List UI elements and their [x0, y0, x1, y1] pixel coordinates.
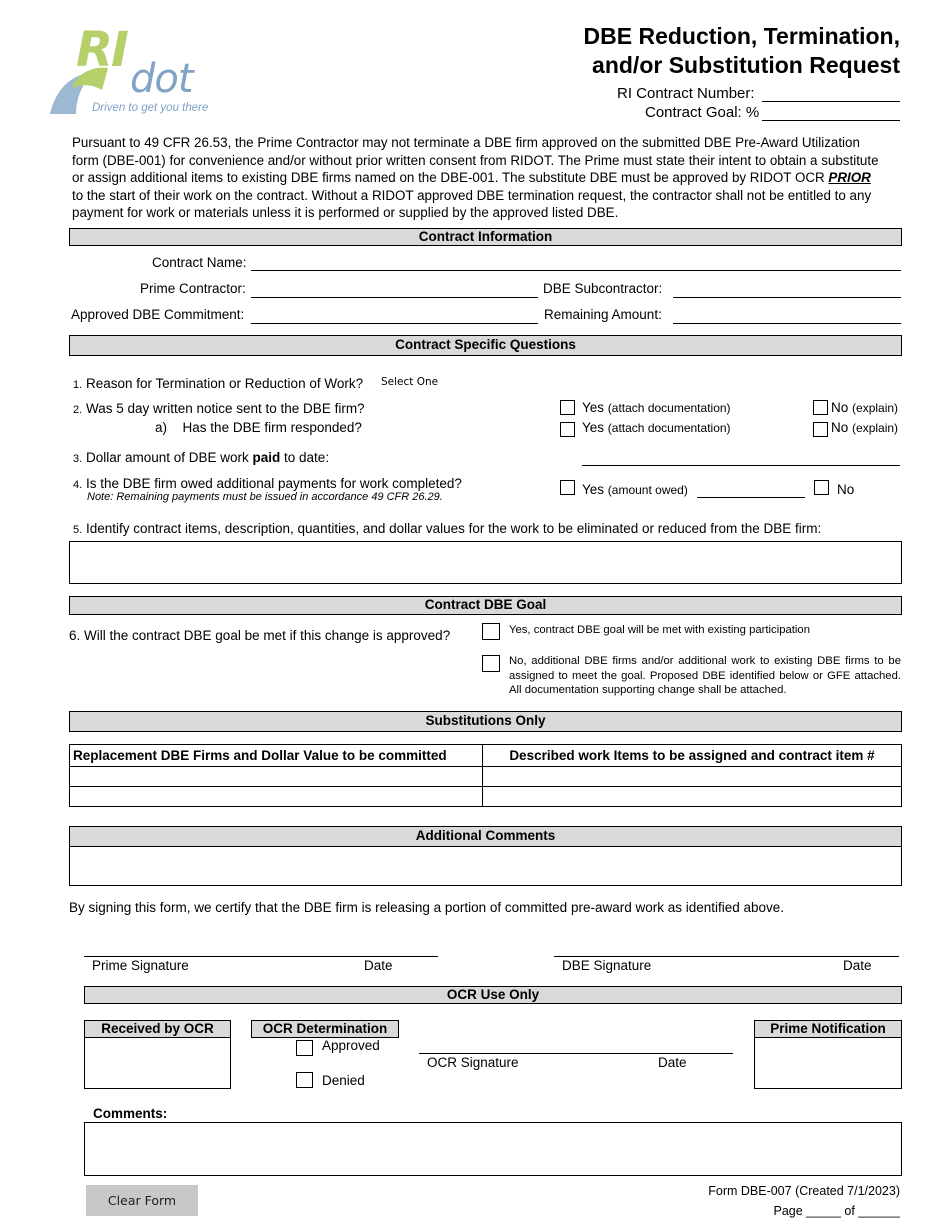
q2a-yes-checkbox[interactable]: [560, 422, 575, 437]
q5-number: 5.: [73, 524, 83, 536]
substitutions-heading: Substitutions Only: [69, 711, 902, 732]
prime-signature-label: Prime Signature: [92, 958, 189, 973]
ocr-use-only-heading: OCR Use Only: [84, 986, 902, 1004]
dbe-subcontractor-field[interactable]: [673, 297, 901, 298]
remaining-amount-field[interactable]: [673, 323, 901, 324]
contract-name-field[interactable]: [251, 270, 901, 271]
q2a-no-label: [831, 420, 898, 435]
q4-amount-field[interactable]: [697, 497, 805, 498]
substitutions-col-firms: Replacement DBE Firms and Dollar Value to be committed: [70, 745, 483, 767]
table-row: [70, 787, 902, 807]
q2a-no-checkbox[interactable]: [813, 422, 828, 437]
intro-part-1: Pursuant to 49 CFR 26.53, the Prime Contractor may not terminate a DBE firm approved on the submitted DBE Pre-Award Utilization form (DBE-001) for convenience and/or without prior written consent from RIDOT. The Prime must state their intent to obtain a substitute or assign additional items to existing DBE firms named on the DBE-001. The substitute DBE must be approved by RIDOT OCR: [72, 135, 879, 185]
dbe-date-label: Date: [843, 958, 872, 973]
additional-comments-area[interactable]: [69, 846, 902, 886]
ocr-denied-label: Denied: [322, 1073, 365, 1088]
prime-signature-line[interactable]: [84, 956, 438, 957]
received-by-ocr-heading: Received by OCR: [84, 1020, 231, 1038]
substitutions-header-row: [70, 745, 902, 767]
contract-name-label: Contract Name:: [152, 255, 247, 270]
contract-goal-label: Contract Goal: %: [645, 104, 760, 121]
ocr-comments-area[interactable]: [84, 1122, 902, 1176]
substitutions-col-work: Described work Items to be assigned and contract item #: [483, 745, 902, 767]
certification-statement: By signing this form, we certify that the DBE firm is releasing a portion of committed pre-award work as identified above.: [69, 900, 785, 915]
contract-goal-field[interactable]: [762, 120, 900, 121]
ocr-date-label: Date: [658, 1055, 687, 1070]
received-by-ocr-box[interactable]: [84, 1037, 231, 1089]
form-title: [584, 22, 900, 80]
goal-no-checkbox[interactable]: [482, 655, 500, 672]
remaining-amount-label: Remaining Amount:: [544, 307, 662, 322]
q2-no-note: (explain): [852, 401, 899, 415]
q2-question: [73, 401, 365, 416]
q4-no-checkbox[interactable]: [814, 480, 829, 495]
logo-ri: RI: [76, 22, 127, 78]
dbe-signature-line[interactable]: [554, 956, 899, 957]
q4-yes-text: Yes: [582, 482, 605, 497]
goal-no-label: No, additional DBE firms and/or additional work to existing DBE firms to be assigned to meet the goal. Proposed DBE identified below or GFE attached. All documentation supporting change shall be attached.: [509, 655, 901, 696]
q1-number: 1.: [73, 379, 83, 391]
q4-no-label: No: [837, 482, 855, 497]
clear-form-button[interactable]: Clear Form: [86, 1185, 198, 1216]
q3-text-bold: paid: [252, 450, 281, 465]
page-number: Page _____ of ______: [773, 1204, 900, 1218]
prime-contractor-label: Prime Contractor:: [140, 281, 246, 296]
q2-yes-checkbox[interactable]: [560, 400, 575, 415]
ocr-determination-heading: OCR Determination: [251, 1020, 399, 1038]
contract-questions-heading: Contract Specific Questions: [69, 335, 902, 356]
prime-date-label: Date: [364, 958, 393, 973]
contract-number-field[interactable]: [762, 101, 900, 102]
intro-paragraph: [72, 134, 884, 222]
q5-text: Identify contract items, description, quantities, and dollar values for the work to be eliminated or reduced from the DBE firm:: [85, 521, 822, 536]
q2-no-checkbox[interactable]: [813, 400, 828, 415]
q2-number: 2.: [73, 404, 83, 416]
substitution-work-cell-1[interactable]: [483, 767, 902, 787]
q2-no-text: No: [831, 400, 849, 415]
intro-prior: PRIOR: [828, 170, 871, 185]
approved-commitment-field[interactable]: [251, 323, 538, 324]
ocr-signature-label: OCR Signature: [427, 1055, 519, 1070]
substitutions-table: [69, 744, 902, 807]
q3-text-post: to date:: [280, 450, 330, 465]
goal-yes-checkbox[interactable]: [482, 623, 500, 640]
intro-part-2: to the start of their work on the contract. Without a RIDOT approved DBE termination request, the contractor shall not be entitled to any payment for work or materials unless it is performed or supplied by the approved listed DBE.: [72, 187, 872, 220]
q2a-yes-note: (attach documentation): [607, 421, 731, 435]
dbe-signature-label: DBE Signature: [562, 958, 652, 973]
q2a-text: Has the DBE firm responded?: [182, 420, 362, 435]
goal-yes-label: Yes, contract DBE goal will be met with existing participation: [509, 624, 810, 636]
q3-number: 3.: [73, 453, 83, 465]
logo-tagline: Driven to get you there: [92, 102, 209, 114]
logo-dot: dot: [130, 56, 193, 102]
form-id: Form DBE-007 (Created 7/1/2023): [708, 1184, 900, 1198]
q2-yes-text: Yes: [582, 400, 605, 415]
q3-question: [73, 450, 329, 465]
q4-number: 4.: [73, 479, 83, 491]
approved-commitment-label: Approved DBE Commitment:: [71, 307, 245, 322]
contract-dbe-goal-heading: Contract DBE Goal: [69, 596, 902, 615]
table-row: [70, 767, 902, 787]
q1-question: [73, 376, 363, 391]
q6-question: 6. Will the contract DBE goal be met if this change is approved?: [69, 628, 451, 643]
q4-yes-note: (amount owed): [607, 483, 688, 497]
q2a-no-note: (explain): [852, 421, 899, 435]
title-line-2: and/or Substitution Request: [592, 52, 900, 78]
q1-select[interactable]: Select One: [381, 376, 439, 388]
q2-no-label: [831, 400, 898, 415]
q4-yes-label: [582, 482, 688, 497]
substitution-work-cell-2[interactable]: [483, 787, 902, 807]
q2-yes-note: (attach documentation): [607, 401, 731, 415]
q1-text: Reason for Termination or Reduction of Work?: [85, 376, 364, 391]
ocr-comments-label: Comments:: [93, 1106, 168, 1121]
q3-text-pre: Dollar amount of DBE work: [85, 450, 253, 465]
prime-notification-heading: Prime Notification: [754, 1020, 902, 1038]
q4-text: Is the DBE firm owed additional payments for work completed?: [85, 476, 462, 491]
q2a-question: [155, 420, 362, 435]
q2-text: Was 5 day written notice sent to the DBE firm?: [85, 401, 365, 416]
ocr-denied-checkbox[interactable]: [296, 1072, 313, 1088]
prime-contractor-field[interactable]: [251, 297, 538, 298]
contract-number-label: RI Contract Number:: [617, 85, 755, 102]
q2a-yes-label: [582, 420, 731, 435]
q3-amount-field[interactable]: [582, 465, 900, 466]
q5-question: [73, 521, 821, 536]
ridot-logo: [42, 22, 222, 120]
title-line-1: DBE Reduction, Termination,: [583, 23, 900, 49]
ocr-approved-checkbox[interactable]: [296, 1040, 313, 1056]
q4-yes-checkbox[interactable]: [560, 480, 575, 495]
q5-text-area[interactable]: [69, 541, 902, 584]
substitution-firm-cell-1[interactable]: [70, 767, 483, 787]
prime-notification-box[interactable]: [754, 1037, 902, 1089]
additional-comments-heading: Additional Comments: [69, 826, 902, 847]
q2a-number: a): [155, 420, 168, 435]
q2a-yes-text: Yes: [582, 420, 605, 435]
q2-yes-label: [582, 400, 731, 415]
ocr-signature-line[interactable]: [419, 1053, 733, 1054]
ocr-approved-label: Approved: [322, 1038, 380, 1053]
substitution-firm-cell-2[interactable]: [70, 787, 483, 807]
q2a-no-text: No: [831, 420, 849, 435]
q4-question: [73, 476, 462, 491]
contract-information-heading: Contract Information: [69, 228, 902, 246]
q4-note: Note: Remaining payments must be issued in accordance 49 CFR 26.29.: [87, 491, 443, 503]
dbe-subcontractor-label: DBE Subcontractor:: [543, 281, 663, 296]
